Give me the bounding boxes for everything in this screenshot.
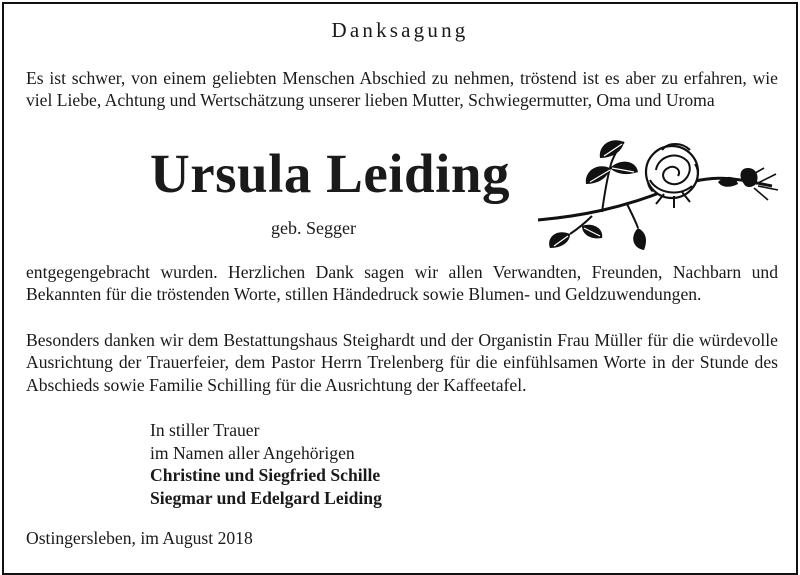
rose-icon — [532, 128, 782, 253]
notice-heading: Danksagung — [331, 18, 469, 42]
signoff-line: im Namen aller Angehörigen — [150, 442, 355, 463]
intro-paragraph: Es ist schwer, von einem geliebten Menschen Abschied zu nehmen, tröstend ist es aber zu erfahren, wie viel Liebe, Achtung und Wertschätzung unserer lieben Mutter, Schwiegermutter, Oma und Uroma — [26, 68, 778, 111]
signoff-name: Christine und Siegfried Schille — [150, 465, 381, 486]
thanks-paragraph: entgegengebracht wurden. Herzlichen Dank sagen wir allen Verwandten, Freunden, Nachbarn und Bekannten für die tröstenden Worte, stillen Händedruck sowie Blumen- und Geldzuwendungen. — [26, 262, 778, 305]
special-thanks-paragraph: Besonders danken wir dem Bestattungshaus Steighardt und der Organistin Frau Müller für die würdevolle Ausrichtung der Trauerfeier, dem Pastor Herrn Trelenberg für die einfühlsamen Worte in der Stunde des Abschieds sowie Familie Schilling für die Ausrichtung der Kaffeetafel. — [26, 330, 778, 395]
place-date: Ostingersleben, im August 2018 — [26, 528, 253, 548]
signoff-line: In stiller Trauer — [150, 420, 260, 440]
signoff-name: Siegmar und Edelgard Leiding — [150, 488, 382, 509]
maiden-name: geb. Segger — [271, 218, 356, 238]
deceased-name: Ursula Leiding — [150, 143, 510, 204]
signoff-block — [150, 419, 382, 510]
